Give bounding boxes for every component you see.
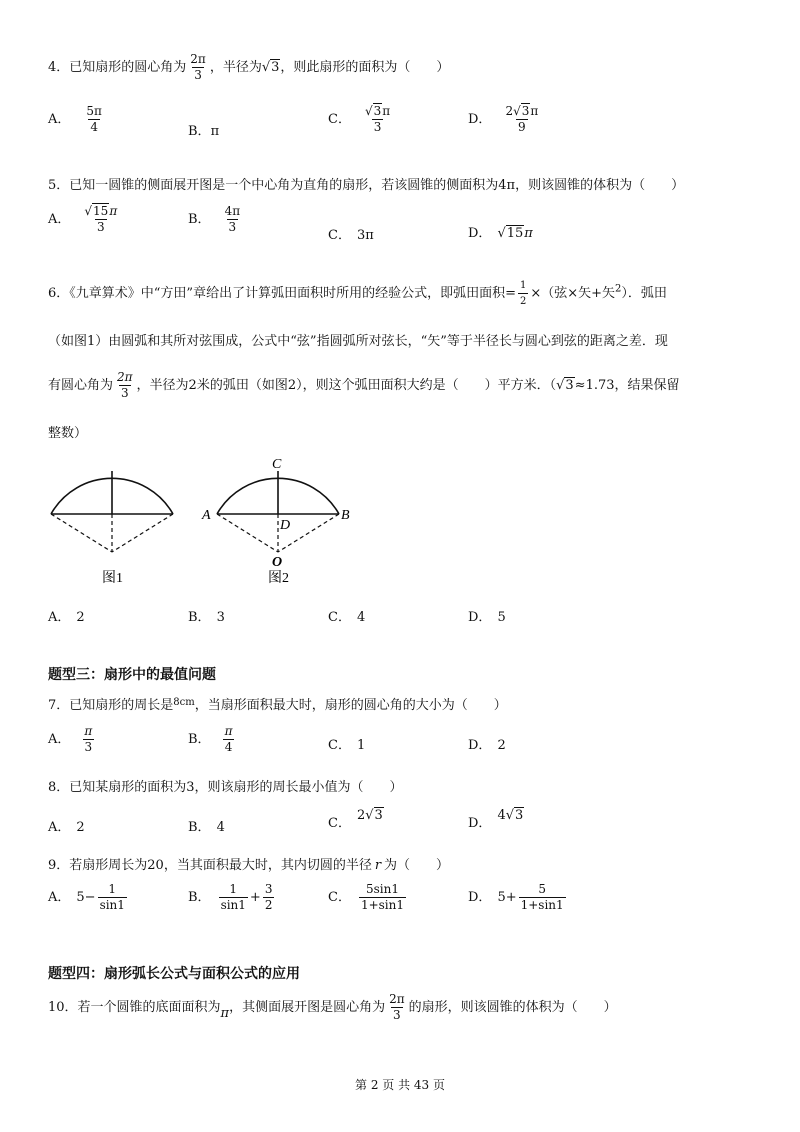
q6-option-b[interactable]: B． 3 bbox=[188, 610, 225, 625]
q4-stem: 4．已知扇形的圆心角为 $\frac{2\pi}{3}$ ，半径为√3，则此扇形的面积为（ ） bbox=[48, 52, 450, 82]
q7-option-b[interactable]: B． $\frac{\pi}{4}$ bbox=[188, 724, 233, 754]
q6-line4: 整数） bbox=[48, 426, 88, 441]
q7-option-a[interactable]: A． $\frac{\pi}{3}$ bbox=[48, 724, 93, 754]
q4-option-a[interactable]: A． $\frac{5\pi}{4}$ bbox=[48, 104, 102, 134]
q6-option-a[interactable]: A． 2 bbox=[48, 610, 85, 625]
label-d: D bbox=[280, 518, 291, 533]
q7-option-d[interactable]: D． 2 bbox=[468, 738, 506, 753]
q5-option-d[interactable]: D． √15π bbox=[468, 226, 533, 241]
q6-line1: 6．《九章算术》中“方田”章给出了计算弧田面积时所用的经验公式，即弧田面积= $\frac{1}{2}$ ×（弦×矢+矢$^2$）．弧田 bbox=[48, 280, 667, 307]
q6-option-d[interactable]: D． 5 bbox=[468, 610, 506, 625]
q10-stem: 10．若一个圆锥的底面面积为π，其侧面展开图是圆心角为 $\frac{2\pi}{3}$ 的扇形，则该圆锥的体积为（ ） bbox=[48, 992, 617, 1022]
q9-option-b[interactable]: B． $\frac{1}{\sin 1}$ + $\frac{3}{2}$ bbox=[188, 882, 273, 912]
q5-option-b[interactable]: B． $\frac{4\pi}{3}$ bbox=[188, 204, 241, 234]
section-heading-3: 题型三：扇形中的最值问题 bbox=[48, 667, 216, 683]
label-a: A bbox=[202, 508, 211, 523]
q4-angle-fraction: $\frac{2\pi}{3}$ bbox=[190, 52, 206, 82]
figure-1-caption: 图1 bbox=[102, 571, 123, 586]
q5-option-a[interactable]: A． $\frac{√15\pi}{3}$ bbox=[48, 204, 118, 234]
q9-option-d[interactable]: D． 5+ $\frac{5}{1+\sin 1}$ bbox=[468, 882, 564, 912]
page-footer: 第 2 页 共 43 页 bbox=[355, 1078, 445, 1092]
q8-option-c[interactable]: C．2√3 bbox=[328, 808, 383, 831]
label-b: B bbox=[341, 508, 350, 523]
q4-option-d[interactable]: D． $\frac{2√3\pi}{9}$ bbox=[468, 104, 539, 134]
label-o: O bbox=[272, 555, 283, 570]
q5-stem: 5．已知一圆锥的侧面展开图是一个中心角为直角的扇形，若该圆锥的侧面积为4π，则该圆锥的体积为（ ） bbox=[48, 178, 685, 193]
q8-option-d[interactable]: D．4√3 bbox=[468, 808, 524, 831]
q8-option-b[interactable]: B． 4 bbox=[188, 820, 225, 835]
q5-option-c[interactable]: C． 3π bbox=[328, 228, 374, 243]
q6-line2: （如图1）由圆弧和其所对弦围成，公式中“弦”指圆弧所对弦长，“矢”等于半径长与圆心到弦的距离之差．现 bbox=[48, 334, 668, 349]
q6-figures bbox=[40, 452, 370, 592]
q9-option-a[interactable]: A． 5− $\frac{1}{\sin 1}$ bbox=[48, 882, 125, 912]
q9-stem: 9．若扇形周长为20，当其面积最大时，其内切圆的半径 r 为（ ） bbox=[48, 858, 450, 873]
q8-option-a[interactable]: A． 2 bbox=[48, 820, 85, 835]
q7-option-c[interactable]: C． 1 bbox=[328, 738, 366, 753]
q7-stem: 7．已知扇形的周长是$^{8cm}$，当扇形面积最大时，扇形的圆心角的大小为（ ） bbox=[48, 697, 507, 713]
q6-line3: 有圆心角为 $\frac{2\pi}{3}$ ，半径为2米的弧田（如图2），则这个弧田面积大约是（ ）平方米．（√3≈1.73，结果保留 bbox=[48, 370, 680, 400]
figure-2 bbox=[201, 457, 350, 586]
figure-2-caption: 图2 bbox=[268, 571, 289, 586]
q8-stem: 8．已知某扇形的面积为3，则该扇形的周长最小值为（ ） bbox=[48, 780, 403, 795]
q4-radius-sqrt: √3 bbox=[261, 60, 280, 75]
q9-option-c[interactable]: C． $\frac{5\sin 1}{1+\sin 1}$ bbox=[328, 882, 405, 912]
label-c: C bbox=[272, 457, 282, 472]
q6-option-c[interactable]: C． 4 bbox=[328, 610, 366, 625]
q4-option-c[interactable]: C． $\frac{√3\pi}{3}$ bbox=[328, 104, 391, 134]
q4-option-b[interactable]: B．π bbox=[188, 124, 220, 139]
section-heading-4: 题型四：扇形弧长公式与面积公式的应用 bbox=[48, 966, 300, 982]
figure-1 bbox=[51, 471, 173, 586]
